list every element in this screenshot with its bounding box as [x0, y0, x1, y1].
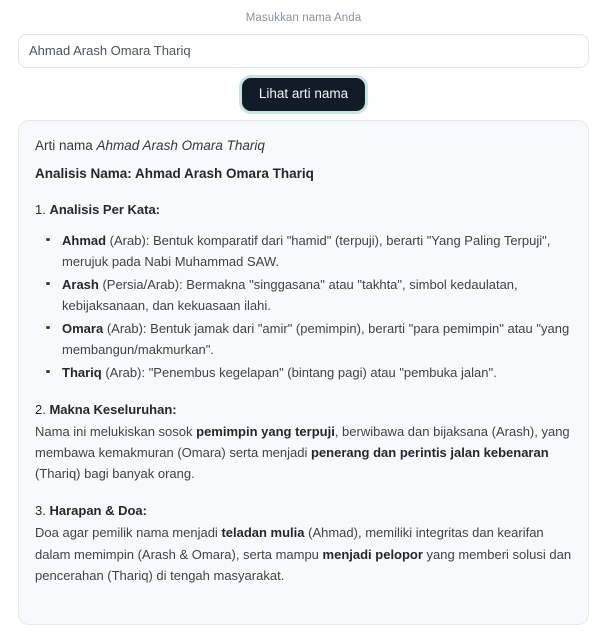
paragraph-emphasis: pemimpin yang terpuji — [196, 424, 335, 440]
word-term: Omara — [62, 320, 104, 336]
result-card — [18, 120, 589, 625]
paragraph-text: , berwibawa dan bijaksana (Arash), yang membawa kemakmuran (Omara) serta menjadi — [35, 424, 570, 461]
section-number-1: 1. — [35, 202, 46, 218]
word-term: Arash — [62, 276, 99, 292]
name-form — [0, 0, 607, 111]
section-makna-keseluruhan — [35, 401, 572, 484]
word-definition: (Persia/Arab): Bermakna "singgasana" atau "takhta", simbol kedaulatan, kebijaksanaan, dan kekuasaan ilahi. — [62, 276, 518, 313]
word-analysis-item — [35, 274, 572, 316]
section-title-2: Makna Keseluruhan: — [49, 401, 177, 417]
section-heading-1 — [35, 201, 572, 219]
section-harapan-dan-doa — [35, 502, 572, 585]
paragraph-text: (Ahmad), memiliki integritas dan kearifan dalam memimpin (Arash & Omara), serta mampu — [35, 525, 544, 562]
word-definition: (Arab): "Penembus kegelapan" (bintang pagi) atau "pembuka jalan". — [101, 364, 497, 380]
word-analysis-item — [35, 318, 572, 360]
result-title-subject: Ahmad Arash Omara Thariq — [96, 138, 265, 153]
paragraph-text: Doa agar pemilik nama menjadi — [35, 525, 222, 541]
name-input[interactable] — [18, 34, 589, 68]
section-number-2: 2. — [35, 401, 46, 417]
section-heading-3 — [35, 502, 572, 520]
section-title-3: Harapan & Doa: — [49, 503, 147, 519]
section-number-3: 3. — [35, 503, 46, 519]
word-term: Thariq — [62, 364, 102, 380]
paragraph-text: Nama ini melukiskan sosok — [35, 424, 197, 440]
word-analysis-list — [35, 230, 572, 383]
result-title — [35, 137, 572, 155]
see-meaning-button[interactable]: Lihat arti nama — [242, 78, 365, 111]
analysis-heading: Analisis Nama: Ahmad Arash Omara Thariq — [35, 166, 314, 182]
section-heading-2 — [35, 401, 572, 419]
word-definition: (Arab): Bentuk komparatif dari "hamid" (terpuji), berarti "Yang Paling Terpuji", merujuk pada Nabi Muhammad SAW. — [62, 232, 551, 269]
paragraph-text: (Thariq) bagi banyak orang. — [35, 466, 195, 482]
paragraph-emphasis: penerang dan perintis jalan kebenaran — [310, 445, 549, 461]
word-analysis-item — [35, 362, 572, 383]
word-definition: (Arab): Bentuk jamak dari "amir" (pemimpin), berarti "para pemimpin" atau "yang membangun/makmurkan". — [62, 320, 570, 357]
section-title-1: Analisis Per Kata: — [49, 202, 161, 218]
paragraph-text: yang memberi solusi dan pencerahan (Thariq) di tengah masyarakat. — [35, 546, 572, 583]
section-paragraph-2 — [35, 421, 572, 484]
paragraph-emphasis: menjadi pelopor — [322, 546, 423, 562]
section-analisis-per-kata — [35, 201, 572, 383]
word-analysis-item — [35, 230, 572, 272]
submit-button-row — [18, 78, 589, 111]
result-title-prefix: Arti nama — [35, 138, 97, 153]
name-input-label: Masukkan nama Anda — [245, 12, 362, 24]
section-paragraph-3 — [35, 522, 572, 585]
paragraph-emphasis: teladan mulia — [221, 525, 305, 541]
word-term: Ahmad — [62, 232, 107, 248]
